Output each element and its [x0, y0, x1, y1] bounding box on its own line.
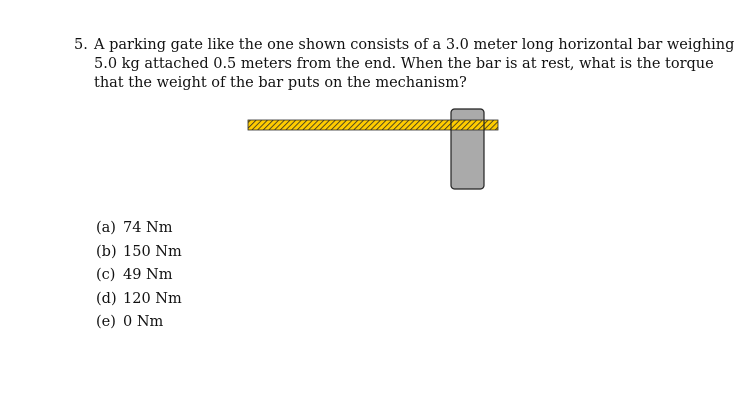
- choice-b: [96, 241, 182, 265]
- choice-d: [96, 288, 182, 312]
- choice-c: [96, 264, 182, 288]
- question-number: 5.: [74, 37, 88, 53]
- question-line-1: [74, 36, 734, 55]
- gate-bar: [248, 120, 498, 130]
- parking-gate-figure: [247, 106, 499, 192]
- question-line-2: 5.0 kg attached 0.5 meters from the end. When the bar is at rest, what is the torque: [94, 56, 714, 72]
- choice-e-letter: (e): [96, 314, 116, 330]
- choice-a: [96, 217, 182, 241]
- choice-d-letter: (d): [96, 290, 117, 307]
- question-block: [74, 36, 734, 93]
- choice-c-letter: (c): [96, 267, 116, 283]
- question-line-3: that the weight of the bar puts on the mechanism?: [94, 75, 467, 91]
- question-text-line-1: A parking gate like the one shown consists of a 3.0 meter long horizontal bar weighing: [94, 37, 734, 53]
- choice-a-text: 74 Nm: [123, 220, 173, 236]
- choice-b-text: 150 Nm: [123, 243, 182, 260]
- choice-d-text: 120 Nm: [123, 290, 182, 307]
- answer-choices: [96, 217, 182, 335]
- choice-b-letter: (b): [96, 243, 117, 260]
- choice-e: [96, 311, 182, 335]
- choice-c-text: 49 Nm: [123, 267, 173, 283]
- choice-a-letter: (a): [96, 220, 116, 236]
- choice-e-text: 0 Nm: [123, 314, 164, 330]
